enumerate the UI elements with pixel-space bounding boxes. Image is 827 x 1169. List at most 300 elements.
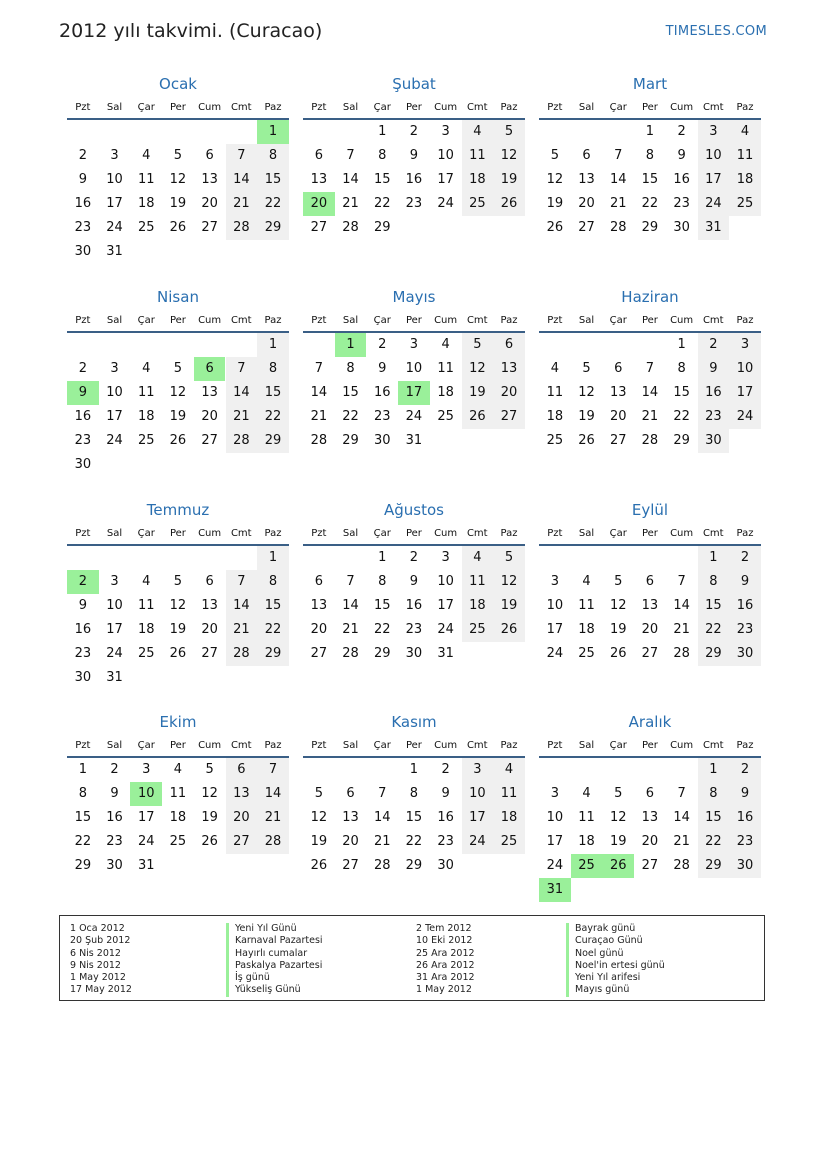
weekday-label: Çar bbox=[373, 315, 391, 326]
day-cell: 17 bbox=[546, 834, 564, 849]
month-block bbox=[539, 75, 761, 266]
day-cell: 22 bbox=[257, 192, 289, 216]
legend-name: Bayrak günü bbox=[566, 923, 665, 935]
weekday-label: Cmt bbox=[702, 315, 724, 326]
day-cell: 1 bbox=[257, 546, 289, 570]
day-cell: 3 bbox=[550, 574, 559, 589]
day-cell: 24 bbox=[546, 646, 564, 661]
weekday-header bbox=[303, 98, 525, 120]
day-cell: 1 bbox=[698, 758, 730, 782]
day-cell: 14 bbox=[226, 381, 258, 405]
weekday-label: Sal bbox=[106, 102, 123, 113]
day-cell: 9 bbox=[441, 786, 450, 801]
legend-right-names bbox=[566, 923, 665, 997]
day-cell: 5 bbox=[173, 361, 183, 376]
day-cell: 11 bbox=[493, 782, 525, 806]
day-cell: 13 bbox=[641, 598, 659, 613]
day-cell: 3 bbox=[110, 148, 119, 163]
month-name: Ocak bbox=[159, 75, 197, 93]
day-cell: 30 bbox=[106, 858, 123, 873]
day-cell: 12 bbox=[493, 570, 525, 594]
day-cell: 11 bbox=[462, 144, 494, 168]
day-grid bbox=[67, 120, 289, 266]
month-block bbox=[539, 713, 761, 904]
day-cell: 7 bbox=[645, 361, 655, 376]
day-cell: 23 bbox=[729, 618, 761, 642]
day-cell: 13 bbox=[493, 357, 525, 381]
weekday-label: Cmt bbox=[702, 102, 724, 113]
day-cell: 23 bbox=[405, 622, 423, 637]
weekday-label: Cum bbox=[434, 528, 458, 539]
day-cell: 9 bbox=[698, 357, 730, 381]
day-cell: 15 bbox=[257, 168, 289, 192]
day-cell: 27 bbox=[310, 220, 328, 235]
day-cell: 20 bbox=[578, 196, 595, 211]
day-cell: 1 bbox=[257, 333, 289, 357]
day-cell: 10 bbox=[462, 782, 494, 806]
legend-date: 25 Ara 2012 bbox=[416, 947, 475, 959]
day-cell: 13 bbox=[201, 598, 218, 613]
day-grid bbox=[303, 333, 525, 479]
day-cell: 26 bbox=[609, 646, 627, 661]
day-cell: 7 bbox=[677, 786, 686, 801]
day-cell: 17 bbox=[106, 196, 123, 211]
day-cell: 31 bbox=[539, 878, 571, 902]
day-cell: 20 bbox=[226, 806, 258, 830]
weekday-label: Per bbox=[405, 102, 422, 113]
weekday-label: Pzt bbox=[311, 315, 327, 326]
month-name: Ağustos bbox=[384, 501, 444, 519]
weekday-label: Sal bbox=[578, 315, 595, 326]
day-cell: 14 bbox=[226, 594, 258, 618]
day-cell: 21 bbox=[226, 192, 258, 216]
weekday-label: Per bbox=[641, 528, 658, 539]
month-block bbox=[539, 288, 761, 479]
day-cell: 24 bbox=[546, 858, 564, 873]
day-cell: 25 bbox=[437, 409, 454, 424]
day-cell: 9 bbox=[409, 148, 419, 163]
weekday-label: Pzt bbox=[311, 740, 327, 751]
day-cell: 2 bbox=[409, 550, 419, 565]
day-cell: 22 bbox=[373, 196, 391, 211]
day-cell: 7 bbox=[677, 574, 686, 589]
day-cell: 1 bbox=[677, 337, 686, 352]
day-cell: 28 bbox=[257, 830, 289, 854]
day-cell: 8 bbox=[78, 786, 87, 801]
weekday-label: Paz bbox=[500, 740, 518, 751]
brand-link[interactable]: TIMESLES.COM bbox=[665, 24, 767, 39]
day-cell: 2 bbox=[409, 124, 419, 139]
month-name: Haziran bbox=[621, 288, 679, 306]
day-cell: 24 bbox=[437, 196, 454, 211]
weekday-label: Per bbox=[405, 528, 422, 539]
day-cell: 1 bbox=[378, 550, 387, 565]
weekday-label: Paz bbox=[264, 102, 282, 113]
day-cell: 26 bbox=[169, 220, 187, 235]
day-cell: 20 bbox=[201, 196, 218, 211]
day-cell: 21 bbox=[609, 196, 627, 211]
day-cell: 29 bbox=[698, 642, 730, 666]
day-cell: 19 bbox=[310, 834, 328, 849]
day-cell: 29 bbox=[74, 858, 92, 873]
day-cell: 10 bbox=[546, 598, 564, 613]
day-cell: 24 bbox=[698, 192, 730, 216]
day-cell: 26 bbox=[493, 192, 525, 216]
day-cell: 12 bbox=[493, 144, 525, 168]
day-cell: 8 bbox=[257, 570, 289, 594]
day-cell: 8 bbox=[257, 357, 289, 381]
day-cell: 18 bbox=[578, 622, 595, 637]
day-cell: 18 bbox=[169, 810, 187, 825]
day-cell: 1 bbox=[409, 762, 419, 777]
day-cell: 5 bbox=[550, 148, 559, 163]
legend-name: Yükseliş Günü bbox=[226, 984, 323, 996]
day-cell: 8 bbox=[698, 570, 730, 594]
legend-date: 17 May 2012 bbox=[70, 984, 132, 996]
weekday-label: Cum bbox=[670, 740, 694, 751]
day-cell: 24 bbox=[462, 830, 494, 854]
weekday-label: Paz bbox=[736, 102, 754, 113]
day-cell: 3 bbox=[550, 786, 559, 801]
day-cell: 19 bbox=[169, 196, 187, 211]
weekday-header bbox=[303, 736, 525, 758]
day-cell: 3 bbox=[441, 124, 450, 139]
weekday-label: Cmt bbox=[230, 740, 252, 751]
day-cell: 31 bbox=[106, 244, 123, 259]
day-cell: 6 bbox=[645, 574, 655, 589]
day-cell: 23 bbox=[74, 646, 92, 661]
legend-left-names bbox=[226, 923, 323, 997]
day-cell: 25 bbox=[729, 192, 761, 216]
day-cell: 21 bbox=[641, 409, 659, 424]
day-grid bbox=[67, 758, 289, 904]
day-grid bbox=[539, 120, 761, 266]
day-cell: 12 bbox=[609, 810, 627, 825]
day-cell: 15 bbox=[673, 385, 690, 400]
day-cell: 4 bbox=[462, 120, 494, 144]
day-cell: 15 bbox=[74, 810, 92, 825]
day-cell: 27 bbox=[201, 646, 218, 661]
day-cell: 16 bbox=[729, 806, 761, 830]
day-cell: 27 bbox=[226, 830, 258, 854]
day-cell: 4 bbox=[493, 758, 525, 782]
weekday-label: Çar bbox=[373, 528, 391, 539]
day-cell: 8 bbox=[378, 574, 387, 589]
day-cell: 24 bbox=[405, 409, 423, 424]
day-cell: 18 bbox=[546, 409, 564, 424]
day-cell: 3 bbox=[110, 574, 119, 589]
day-cell: 30 bbox=[373, 433, 391, 448]
day-cell: 28 bbox=[226, 216, 258, 240]
day-cell: 23 bbox=[373, 409, 391, 424]
day-cell: 20 bbox=[493, 381, 525, 405]
day-cell: 21 bbox=[257, 806, 289, 830]
weekday-label: Pzt bbox=[311, 102, 327, 113]
day-cell: 28 bbox=[373, 858, 391, 873]
day-cell: 25 bbox=[462, 192, 494, 216]
month-block bbox=[303, 288, 525, 479]
day-cell: 27 bbox=[201, 433, 218, 448]
month-block bbox=[67, 288, 289, 479]
weekday-header bbox=[539, 524, 761, 546]
weekday-label: Pzt bbox=[547, 740, 563, 751]
day-cell: 30 bbox=[74, 457, 92, 472]
day-cell: 24 bbox=[106, 220, 123, 235]
day-cell: 7 bbox=[257, 758, 289, 782]
day-cell: 30 bbox=[729, 854, 761, 878]
day-cell: 26 bbox=[169, 433, 187, 448]
day-cell: 4 bbox=[550, 361, 559, 376]
day-cell: 26 bbox=[493, 618, 525, 642]
day-cell: 9 bbox=[378, 361, 387, 376]
day-cell: 4 bbox=[142, 574, 151, 589]
weekday-label: Cum bbox=[670, 528, 694, 539]
day-cell: 14 bbox=[342, 598, 359, 613]
day-cell: 18 bbox=[462, 594, 494, 618]
day-cell: 31 bbox=[106, 670, 123, 685]
day-cell: 19 bbox=[609, 622, 627, 637]
day-cell: 1 bbox=[645, 124, 655, 139]
weekday-label: Sal bbox=[578, 102, 595, 113]
day-cell: 7 bbox=[226, 144, 258, 168]
day-cell: 15 bbox=[373, 598, 391, 613]
day-cell: 18 bbox=[137, 622, 155, 637]
day-grid bbox=[303, 758, 525, 904]
day-cell: 24 bbox=[106, 433, 123, 448]
weekday-label: Çar bbox=[137, 102, 155, 113]
day-cell: 21 bbox=[342, 196, 359, 211]
day-cell: 22 bbox=[373, 622, 391, 637]
weekday-label: Per bbox=[641, 740, 658, 751]
day-cell: 20 bbox=[641, 834, 659, 849]
weekday-label: Çar bbox=[373, 102, 391, 113]
month-block bbox=[303, 501, 525, 692]
day-cell: 23 bbox=[729, 830, 761, 854]
month-name: Kasım bbox=[391, 713, 437, 731]
day-cell: 6 bbox=[226, 758, 258, 782]
weekday-label: Per bbox=[641, 315, 658, 326]
day-grid bbox=[303, 546, 525, 692]
day-cell: 28 bbox=[673, 646, 690, 661]
legend-date: 1 May 2012 bbox=[416, 984, 472, 996]
weekday-label: Pzt bbox=[547, 102, 563, 113]
day-cell: 15 bbox=[257, 594, 289, 618]
weekday-label: Paz bbox=[500, 102, 518, 113]
weekday-header bbox=[67, 98, 289, 120]
day-cell: 10 bbox=[106, 172, 123, 187]
day-cell: 6 bbox=[194, 357, 226, 381]
day-cell: 27 bbox=[578, 220, 595, 235]
day-cell: 6 bbox=[645, 786, 655, 801]
weekday-header bbox=[539, 736, 761, 758]
day-cell: 15 bbox=[257, 381, 289, 405]
day-cell: 29 bbox=[373, 220, 391, 235]
day-cell: 7 bbox=[314, 361, 323, 376]
day-cell: 24 bbox=[729, 405, 761, 429]
day-cell: 10 bbox=[106, 598, 123, 613]
day-cell: 17 bbox=[106, 409, 123, 424]
day-cell: 13 bbox=[342, 810, 359, 825]
day-cell: 1 bbox=[335, 333, 367, 357]
day-cell: 26 bbox=[310, 858, 328, 873]
legend-name: Yeni Yıl Günü bbox=[226, 923, 323, 935]
weekday-label: Paz bbox=[736, 315, 754, 326]
weekday-label: Sal bbox=[106, 528, 123, 539]
day-cell: 25 bbox=[137, 433, 155, 448]
day-cell: 25 bbox=[137, 220, 155, 235]
day-cell: 14 bbox=[342, 172, 359, 187]
day-cell: 3 bbox=[462, 758, 494, 782]
day-cell: 8 bbox=[677, 361, 686, 376]
day-cell: 16 bbox=[373, 385, 391, 400]
day-cell: 9 bbox=[78, 172, 87, 187]
day-cell: 11 bbox=[137, 598, 155, 613]
weekday-label: Pzt bbox=[75, 315, 91, 326]
day-cell: 20 bbox=[303, 192, 335, 216]
legend-date: 6 Nis 2012 bbox=[70, 947, 121, 959]
day-cell: 27 bbox=[641, 858, 659, 873]
holiday-legend bbox=[59, 915, 765, 1001]
day-cell: 23 bbox=[74, 220, 92, 235]
legend-name: Noel'in ertesi günü bbox=[566, 960, 665, 972]
day-cell: 4 bbox=[462, 546, 494, 570]
weekday-label: Paz bbox=[500, 315, 518, 326]
day-cell: 4 bbox=[441, 337, 450, 352]
day-cell: 9 bbox=[409, 574, 419, 589]
weekday-label: Sal bbox=[578, 740, 595, 751]
day-cell: 30 bbox=[74, 244, 92, 259]
day-cell: 21 bbox=[226, 405, 258, 429]
day-cell: 28 bbox=[226, 429, 258, 453]
day-cell: 22 bbox=[698, 830, 730, 854]
day-cell: 26 bbox=[462, 405, 494, 429]
weekday-label: Per bbox=[169, 102, 186, 113]
day-cell: 25 bbox=[546, 433, 564, 448]
month-block bbox=[303, 713, 525, 904]
day-cell: 14 bbox=[373, 810, 391, 825]
weekday-label: Paz bbox=[736, 740, 754, 751]
day-cell: 23 bbox=[106, 834, 123, 849]
day-cell: 11 bbox=[437, 361, 454, 376]
day-cell: 10 bbox=[437, 574, 454, 589]
day-cell: 28 bbox=[673, 858, 690, 873]
day-cell: 5 bbox=[462, 333, 494, 357]
day-cell: 4 bbox=[582, 574, 591, 589]
day-cell: 5 bbox=[614, 786, 623, 801]
day-cell: 16 bbox=[729, 594, 761, 618]
day-cell: 3 bbox=[409, 337, 419, 352]
weekday-label: Sal bbox=[106, 740, 123, 751]
weekday-label: Cmt bbox=[230, 315, 252, 326]
day-cell: 23 bbox=[698, 405, 730, 429]
day-cell: 2 bbox=[78, 148, 87, 163]
day-cell: 17 bbox=[137, 810, 155, 825]
day-cell: 21 bbox=[673, 834, 690, 849]
day-cell: 26 bbox=[169, 646, 187, 661]
day-cell: 2 bbox=[729, 546, 761, 570]
day-cell: 16 bbox=[437, 810, 454, 825]
legend-date: 9 Nis 2012 bbox=[70, 959, 121, 971]
day-cell: 9 bbox=[67, 381, 99, 405]
day-cell: 14 bbox=[609, 172, 627, 187]
day-cell: 28 bbox=[342, 220, 359, 235]
weekday-header bbox=[539, 98, 761, 120]
day-cell: 4 bbox=[729, 120, 761, 144]
day-cell: 25 bbox=[462, 618, 494, 642]
day-cell: 22 bbox=[257, 405, 289, 429]
legend-name: Hayırlı cumalar bbox=[226, 948, 323, 960]
day-cell: 2 bbox=[441, 762, 450, 777]
weekday-header bbox=[539, 311, 761, 333]
day-cell: 9 bbox=[78, 598, 87, 613]
day-cell: 2 bbox=[729, 758, 761, 782]
weekday-label: Cmt bbox=[702, 740, 724, 751]
legend-name: Karnaval Pazartesi bbox=[226, 935, 323, 947]
day-cell: 2 bbox=[378, 337, 387, 352]
weekday-label: Çar bbox=[373, 740, 391, 751]
weekday-label: Cum bbox=[434, 102, 458, 113]
day-cell: 13 bbox=[226, 782, 258, 806]
legend-date: 26 Ara 2012 bbox=[416, 959, 475, 971]
day-cell: 11 bbox=[578, 810, 595, 825]
day-cell: 30 bbox=[74, 670, 92, 685]
weekday-header bbox=[67, 736, 289, 758]
day-grid bbox=[67, 333, 289, 479]
day-cell: 18 bbox=[462, 168, 494, 192]
day-cell: 4 bbox=[142, 148, 151, 163]
day-cell: 2 bbox=[677, 124, 686, 139]
day-cell: 23 bbox=[437, 834, 454, 849]
legend-date: 2 Tem 2012 bbox=[416, 923, 472, 934]
weekday-label: Pzt bbox=[75, 740, 91, 751]
day-cell: 20 bbox=[641, 622, 659, 637]
day-cell: 8 bbox=[645, 148, 655, 163]
day-cell: 11 bbox=[729, 144, 761, 168]
day-cell: 25 bbox=[137, 646, 155, 661]
weekday-label: Sal bbox=[342, 315, 359, 326]
weekday-label: Cmt bbox=[466, 528, 488, 539]
day-cell: 2 bbox=[110, 762, 119, 777]
day-cell: 11 bbox=[169, 786, 187, 801]
day-cell: 16 bbox=[673, 172, 690, 187]
day-cell: 27 bbox=[641, 646, 659, 661]
day-cell: 8 bbox=[346, 361, 355, 376]
day-cell: 17 bbox=[437, 172, 454, 187]
day-cell: 10 bbox=[405, 361, 423, 376]
day-cell: 30 bbox=[437, 858, 454, 873]
day-cell: 10 bbox=[546, 810, 564, 825]
day-cell: 17 bbox=[546, 622, 564, 637]
day-cell: 29 bbox=[641, 220, 659, 235]
day-cell: 21 bbox=[373, 834, 391, 849]
day-cell: 21 bbox=[226, 618, 258, 642]
day-cell: 13 bbox=[310, 172, 328, 187]
weekday-label: Sal bbox=[342, 528, 359, 539]
day-cell: 22 bbox=[257, 618, 289, 642]
weekday-label: Cum bbox=[670, 315, 694, 326]
day-cell: 10 bbox=[437, 148, 454, 163]
weekday-label: Cum bbox=[434, 740, 458, 751]
day-cell: 11 bbox=[137, 385, 155, 400]
weekday-label: Sal bbox=[342, 102, 359, 113]
day-cell: 5 bbox=[173, 574, 183, 589]
day-cell: 14 bbox=[226, 168, 258, 192]
weekday-header bbox=[67, 524, 289, 546]
day-cell: 16 bbox=[74, 196, 92, 211]
day-cell: 5 bbox=[493, 120, 525, 144]
day-cell: 19 bbox=[578, 409, 595, 424]
day-cell: 15 bbox=[698, 594, 730, 618]
